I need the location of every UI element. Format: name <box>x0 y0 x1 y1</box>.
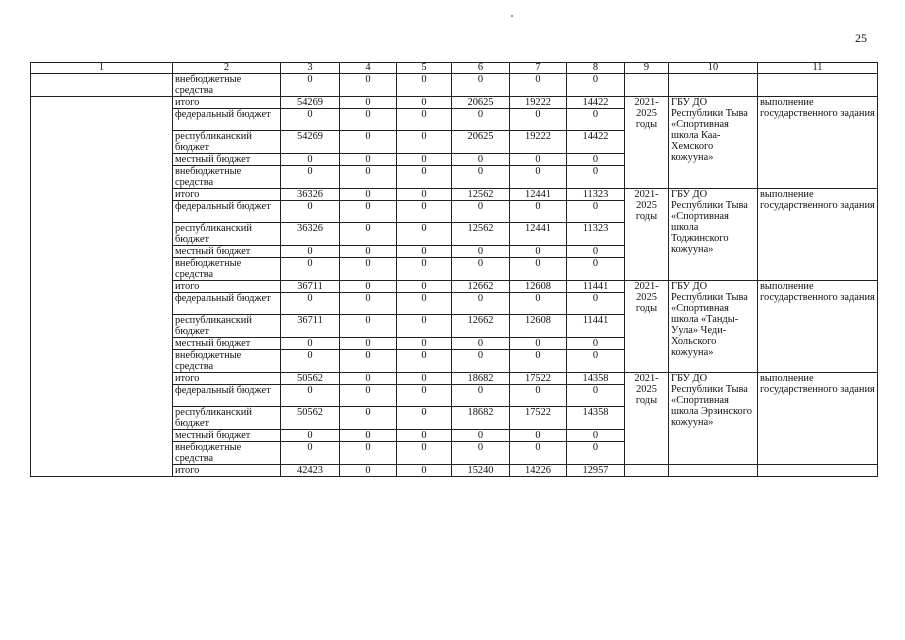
blank-cell <box>758 465 878 477</box>
value-cell: 0 <box>567 154 625 166</box>
value-cell: 0 <box>452 350 510 373</box>
value-cell: 0 <box>281 293 340 315</box>
value-cell: 0 <box>510 293 567 315</box>
value-cell: 0 <box>281 442 340 465</box>
result-cell: выполнение государственного задания <box>758 97 878 189</box>
row-label: итого <box>173 189 281 201</box>
value-cell: 0 <box>281 166 340 189</box>
value-cell: 54269 <box>281 97 340 109</box>
value-cell: 0 <box>567 166 625 189</box>
header-cell: 5 <box>397 63 452 74</box>
header-cell: 10 <box>669 63 758 74</box>
value-cell: 14226 <box>510 465 567 477</box>
value-cell: 0 <box>281 385 340 407</box>
value-cell: 0 <box>452 385 510 407</box>
value-cell: 0 <box>397 201 452 223</box>
value-cell: 0 <box>567 74 625 97</box>
organization-cell: ГБУ ДО Республики Тыва «Спортивная школа «Танды-Уула» Чеди-Хольского кожууна» <box>669 281 758 373</box>
value-cell: 0 <box>397 407 452 430</box>
value-cell: 0 <box>340 293 397 315</box>
row-label: внебюджетные средства <box>173 258 281 281</box>
value-cell: 0 <box>340 154 397 166</box>
result-cell: выполнение государственного задания <box>758 189 878 281</box>
value-cell: 12608 <box>510 281 567 293</box>
table-row <box>31 97 878 109</box>
row-label: итого <box>173 373 281 385</box>
value-cell: 0 <box>510 109 567 131</box>
value-cell: 20625 <box>452 131 510 154</box>
row-label: итого <box>173 97 281 109</box>
value-cell: 15240 <box>452 465 510 477</box>
value-cell: 0 <box>510 338 567 350</box>
value-cell: 0 <box>340 166 397 189</box>
value-cell: 0 <box>340 281 397 293</box>
value-cell: 0 <box>510 385 567 407</box>
value-cell: 0 <box>397 315 452 338</box>
header-row <box>31 63 878 74</box>
row-label: федеральный бюджет <box>173 385 281 407</box>
value-cell: 36711 <box>281 281 340 293</box>
header-cell: 4 <box>340 63 397 74</box>
result-cell: выполнение государственного задания <box>758 373 878 465</box>
value-cell: 0 <box>452 201 510 223</box>
value-cell: 14422 <box>567 97 625 109</box>
value-cell: 0 <box>452 166 510 189</box>
value-cell: 0 <box>397 338 452 350</box>
period-cell: 2021-2025 годы <box>625 373 669 465</box>
value-cell: 18682 <box>452 407 510 430</box>
value-cell: 0 <box>397 166 452 189</box>
value-cell: 0 <box>397 258 452 281</box>
value-cell: 19222 <box>510 131 567 154</box>
value-cell: 12662 <box>452 315 510 338</box>
value-cell: 0 <box>281 201 340 223</box>
value-cell: 0 <box>340 350 397 373</box>
value-cell: 36326 <box>281 189 340 201</box>
value-cell: 14358 <box>567 407 625 430</box>
row-label: внебюджетные средства <box>173 442 281 465</box>
value-cell: 0 <box>340 258 397 281</box>
value-cell: 50562 <box>281 373 340 385</box>
value-cell: 11323 <box>567 223 625 246</box>
organization-cell: ГБУ ДО Республики Тыва «Спортивная школа Каа-Хемского кожууна» <box>669 97 758 189</box>
value-cell: 0 <box>397 131 452 154</box>
value-cell: 0 <box>567 338 625 350</box>
value-cell: 17522 <box>510 407 567 430</box>
value-cell: 0 <box>567 350 625 373</box>
value-cell: 0 <box>340 246 397 258</box>
value-cell: 50562 <box>281 407 340 430</box>
value-cell: 0 <box>281 350 340 373</box>
period-cell: 2021-2025 годы <box>625 281 669 373</box>
value-cell: 0 <box>397 246 452 258</box>
row-label: республиканский бюджет <box>173 131 281 154</box>
value-cell: 0 <box>397 223 452 246</box>
value-cell: 0 <box>397 281 452 293</box>
row-label: республиканский бюджет <box>173 223 281 246</box>
value-cell: 0 <box>567 109 625 131</box>
value-cell: 0 <box>281 338 340 350</box>
header-cell: 8 <box>567 63 625 74</box>
value-cell: 0 <box>340 373 397 385</box>
value-cell: 0 <box>281 74 340 97</box>
value-cell: 0 <box>340 385 397 407</box>
value-cell: 0 <box>397 385 452 407</box>
value-cell: 0 <box>397 373 452 385</box>
value-cell: 0 <box>567 430 625 442</box>
value-cell: 18682 <box>452 373 510 385</box>
value-cell: 0 <box>281 154 340 166</box>
organization-cell: ГБУ ДО Республики Тыва «Спортивная школа Эрзинского кожууна» <box>669 373 758 465</box>
blank-cell <box>625 465 669 477</box>
value-cell: 0 <box>340 109 397 131</box>
blank-cell <box>31 97 173 477</box>
row-label: федеральный бюджет <box>173 201 281 223</box>
value-cell: 0 <box>452 74 510 97</box>
row-label: местный бюджет <box>173 338 281 350</box>
value-cell: 42423 <box>281 465 340 477</box>
value-cell: 54269 <box>281 131 340 154</box>
row-label: федеральный бюджет <box>173 109 281 131</box>
value-cell: 0 <box>340 74 397 97</box>
period-cell: 2021-2025 годы <box>625 97 669 189</box>
value-cell: 0 <box>452 258 510 281</box>
value-cell: 0 <box>340 131 397 154</box>
value-cell: 0 <box>340 189 397 201</box>
value-cell: 0 <box>340 442 397 465</box>
value-cell: 11441 <box>567 281 625 293</box>
value-cell: 0 <box>397 350 452 373</box>
value-cell: 0 <box>452 109 510 131</box>
header-cell: 2 <box>173 63 281 74</box>
header-cell: 1 <box>31 63 173 74</box>
row-label: республиканский бюджет <box>173 407 281 430</box>
value-cell: 0 <box>281 430 340 442</box>
row-label: внебюджетные средства <box>173 74 281 97</box>
value-cell: 0 <box>340 430 397 442</box>
row-label: федеральный бюджет <box>173 293 281 315</box>
value-cell: 0 <box>452 442 510 465</box>
value-cell: 0 <box>397 189 452 201</box>
blank-cell <box>31 74 173 97</box>
row-label: внебюджетные средства <box>173 350 281 373</box>
value-cell: 12608 <box>510 315 567 338</box>
value-cell: 0 <box>510 246 567 258</box>
value-cell: 0 <box>510 350 567 373</box>
value-cell: 17522 <box>510 373 567 385</box>
blank-cell <box>758 74 878 97</box>
value-cell: 12562 <box>452 223 510 246</box>
header-cell: 7 <box>510 63 567 74</box>
value-cell: 0 <box>452 154 510 166</box>
value-cell: 0 <box>397 442 452 465</box>
row-label: местный бюджет <box>173 154 281 166</box>
value-cell: 0 <box>510 166 567 189</box>
period-cell: 2021-2025 годы <box>625 189 669 281</box>
value-cell: 0 <box>567 258 625 281</box>
budget-table <box>30 62 878 477</box>
value-cell: 0 <box>567 442 625 465</box>
header-cell: 3 <box>281 63 340 74</box>
value-cell: 0 <box>397 465 452 477</box>
value-cell: 36326 <box>281 223 340 246</box>
value-cell: 0 <box>397 97 452 109</box>
value-cell: 0 <box>510 442 567 465</box>
value-cell: 14422 <box>567 131 625 154</box>
table-row <box>31 74 878 97</box>
result-cell: выполнение государственного задания <box>758 281 878 373</box>
page-number: 25 <box>855 31 867 45</box>
value-cell: 0 <box>397 154 452 166</box>
value-cell: 0 <box>567 246 625 258</box>
value-cell: 0 <box>340 223 397 246</box>
value-cell: 0 <box>397 293 452 315</box>
value-cell: 0 <box>397 109 452 131</box>
header-cell: 6 <box>452 63 510 74</box>
row-label: внебюджетные средства <box>173 166 281 189</box>
value-cell: 0 <box>340 407 397 430</box>
row-label: итого <box>173 281 281 293</box>
value-cell: 0 <box>281 258 340 281</box>
value-cell: 0 <box>340 465 397 477</box>
value-cell: 0 <box>452 293 510 315</box>
value-cell: 0 <box>340 201 397 223</box>
value-cell: 0 <box>567 201 625 223</box>
value-cell: 0 <box>510 201 567 223</box>
value-cell: 12441 <box>510 189 567 201</box>
value-cell: 19222 <box>510 97 567 109</box>
blank-cell <box>669 74 758 97</box>
value-cell: 0 <box>510 74 567 97</box>
blank-cell <box>669 465 758 477</box>
value-cell: 12441 <box>510 223 567 246</box>
value-cell: 0 <box>397 74 452 97</box>
value-cell: 0 <box>452 430 510 442</box>
scan-speck <box>511 15 513 17</box>
value-cell: 0 <box>397 430 452 442</box>
value-cell: 0 <box>452 338 510 350</box>
blank-cell <box>625 74 669 97</box>
value-cell: 36711 <box>281 315 340 338</box>
organization-cell: ГБУ ДО Республики Тыва «Спортивная школа Тоджинского кожууна» <box>669 189 758 281</box>
value-cell: 14358 <box>567 373 625 385</box>
row-label: местный бюджет <box>173 246 281 258</box>
header-cell: 11 <box>758 63 878 74</box>
value-cell: 12562 <box>452 189 510 201</box>
value-cell: 0 <box>340 97 397 109</box>
value-cell: 0 <box>567 293 625 315</box>
table-body <box>31 63 878 477</box>
value-cell: 0 <box>340 315 397 338</box>
value-cell: 0 <box>510 430 567 442</box>
value-cell: 0 <box>510 154 567 166</box>
value-cell: 0 <box>340 338 397 350</box>
value-cell: 11323 <box>567 189 625 201</box>
value-cell: 0 <box>567 385 625 407</box>
row-label: итого <box>173 465 281 477</box>
value-cell: 0 <box>281 246 340 258</box>
value-cell: 0 <box>452 246 510 258</box>
value-cell: 0 <box>281 109 340 131</box>
header-cell: 9 <box>625 63 669 74</box>
row-label: республиканский бюджет <box>173 315 281 338</box>
value-cell: 12957 <box>567 465 625 477</box>
value-cell: 12662 <box>452 281 510 293</box>
row-label: местный бюджет <box>173 430 281 442</box>
value-cell: 0 <box>510 258 567 281</box>
value-cell: 20625 <box>452 97 510 109</box>
value-cell: 11441 <box>567 315 625 338</box>
